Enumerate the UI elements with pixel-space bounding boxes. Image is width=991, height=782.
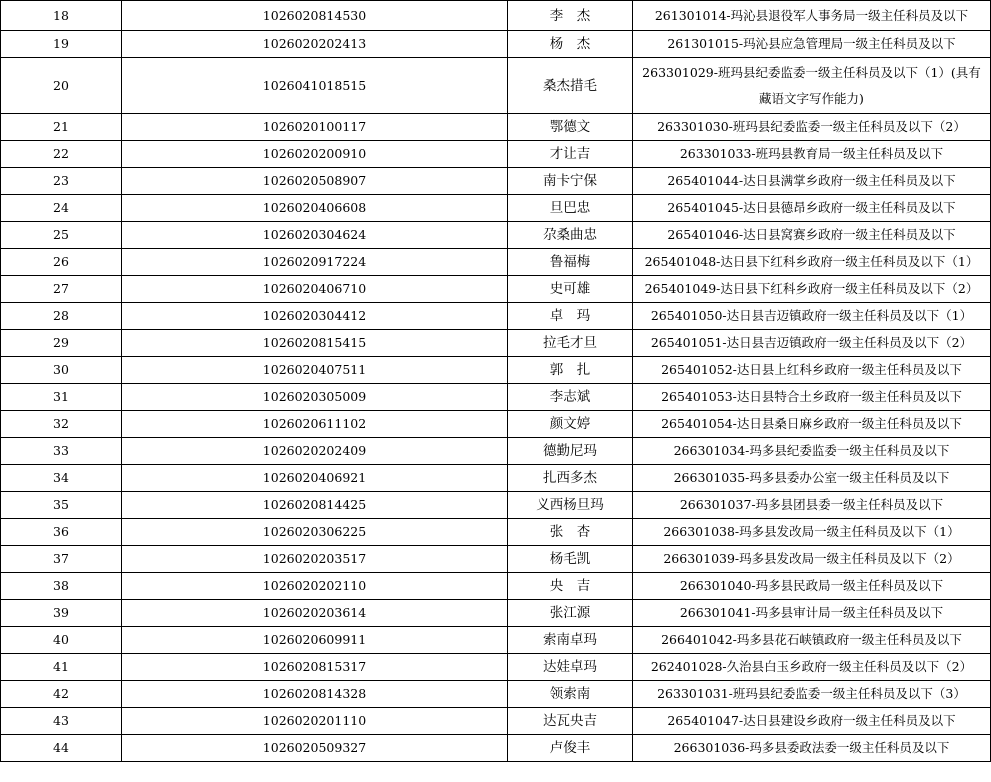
position-title: 265401045-达日县德昂乡政府一级主任科员及以下: [633, 195, 991, 222]
candidate-name: 杨 杰: [508, 31, 633, 58]
row-number: 44: [1, 735, 122, 762]
position-title: 265401044-达日县满掌乡政府一级主任科员及以下: [633, 168, 991, 195]
position-title: 265401053-达日县特合土乡政府一级主任科员及以下: [633, 384, 991, 411]
table-row: [1, 222, 991, 249]
exam-id: 1026020202409: [122, 438, 508, 465]
candidate-name: 央 吉: [508, 573, 633, 600]
row-number: 27: [1, 276, 122, 303]
row-number: 31: [1, 384, 122, 411]
candidate-name: 鄂德文: [508, 114, 633, 141]
position-title: 263301030-班玛县纪委监委一级主任科员及以下（2）: [633, 114, 991, 141]
row-number: 20: [1, 58, 122, 114]
row-number: 33: [1, 438, 122, 465]
exam-id: 1026020815415: [122, 330, 508, 357]
candidate-name: 扎西多杰: [508, 465, 633, 492]
row-number: 30: [1, 357, 122, 384]
exam-id: 1026020201110: [122, 708, 508, 735]
table-row: [1, 546, 991, 573]
row-number: 40: [1, 627, 122, 654]
candidate-name: 索南卓玛: [508, 627, 633, 654]
candidate-name: 史可雄: [508, 276, 633, 303]
table-body: [1, 1, 991, 762]
position-title: 266301036-玛多县委政法委一级主任科员及以下: [633, 735, 991, 762]
exam-id: 1026020203517: [122, 546, 508, 573]
position-title: 265401051-达日县吉迈镇政府一级主任科员及以下（2）: [633, 330, 991, 357]
position-title: 265401048-达日县下红科乡政府一级主任科员及以下（1）: [633, 249, 991, 276]
row-number: 36: [1, 519, 122, 546]
table-row: [1, 357, 991, 384]
table-row: [1, 438, 991, 465]
row-number: 39: [1, 600, 122, 627]
row-number: 28: [1, 303, 122, 330]
position-title: 265401047-达日县建设乡政府一级主任科员及以下: [633, 708, 991, 735]
row-number: 22: [1, 141, 122, 168]
position-title: 261301014-玛沁县退役军人事务局一级主任科员及以下: [633, 1, 991, 31]
position-title: 265401050-达日县吉迈镇政府一级主任科员及以下（1）: [633, 303, 991, 330]
row-number: 37: [1, 546, 122, 573]
table-row: [1, 627, 991, 654]
table-row: [1, 492, 991, 519]
candidate-name: 尕桑曲忠: [508, 222, 633, 249]
row-number: 29: [1, 330, 122, 357]
exam-id: 1026020202110: [122, 573, 508, 600]
row-number: 25: [1, 222, 122, 249]
position-title: 265401052-达日县上红科乡政府一级主任科员及以下: [633, 357, 991, 384]
row-number: 41: [1, 654, 122, 681]
table-row: [1, 195, 991, 222]
position-title: 265401046-达日县窝赛乡政府一级主任科员及以下: [633, 222, 991, 249]
candidate-name: 达娃卓玛: [508, 654, 633, 681]
exam-id: 1026020814328: [122, 681, 508, 708]
table-row: [1, 303, 991, 330]
table-row: [1, 58, 991, 114]
candidate-name: 卢俊丰: [508, 735, 633, 762]
exam-id: 1026020406921: [122, 465, 508, 492]
row-number: 34: [1, 465, 122, 492]
row-number: 35: [1, 492, 122, 519]
table-row: [1, 519, 991, 546]
position-title: 261301015-玛沁县应急管理局一级主任科员及以下: [633, 31, 991, 58]
row-number: 38: [1, 573, 122, 600]
candidate-name: 义西杨旦玛: [508, 492, 633, 519]
exam-id: 1026020814530: [122, 1, 508, 31]
position-title: 266401042-玛多县花石峡镇政府一级主任科员及以下: [633, 627, 991, 654]
position-title: 262401028-久治县白玉乡政府一级主任科员及以下（2）: [633, 654, 991, 681]
exam-id: 1026020407511: [122, 357, 508, 384]
exam-id: 1026020304412: [122, 303, 508, 330]
table-row: [1, 735, 991, 762]
row-number: 26: [1, 249, 122, 276]
position-title: 263301029-班玛县纪委监委一级主任科员及以下（1）(具有藏语文字写作能力): [633, 58, 991, 114]
exam-id: 1026041018515: [122, 58, 508, 114]
candidate-name: 李志斌: [508, 384, 633, 411]
exam-id: 1026020305009: [122, 384, 508, 411]
candidate-name: 颜文婷: [508, 411, 633, 438]
table-row: [1, 411, 991, 438]
candidate-name: 达瓦央吉: [508, 708, 633, 735]
candidate-name: 才让吉: [508, 141, 633, 168]
position-title: 266301034-玛多县纪委监委一级主任科员及以下: [633, 438, 991, 465]
table-row: [1, 708, 991, 735]
table-row: [1, 681, 991, 708]
row-number: 42: [1, 681, 122, 708]
position-title: 266301041-玛多县审计局一级主任科员及以下: [633, 600, 991, 627]
table-row: [1, 168, 991, 195]
candidate-name: 张 杏: [508, 519, 633, 546]
row-number: 32: [1, 411, 122, 438]
exam-id: 1026020304624: [122, 222, 508, 249]
exam-id: 1026020509327: [122, 735, 508, 762]
exam-id: 1026020203614: [122, 600, 508, 627]
position-title: 265401049-达日县下红科乡政府一级主任科员及以下（2）: [633, 276, 991, 303]
candidate-name: 德勤尼玛: [508, 438, 633, 465]
exam-id: 1026020917224: [122, 249, 508, 276]
table-row: [1, 600, 991, 627]
exam-id: 1026020306225: [122, 519, 508, 546]
exam-id: 1026020202413: [122, 31, 508, 58]
candidate-name: 南卡宁保: [508, 168, 633, 195]
table-row: [1, 114, 991, 141]
position-title: 266301039-玛多县发改局一级主任科员及以下（2）: [633, 546, 991, 573]
table-row: [1, 330, 991, 357]
candidate-name: 郭 扎: [508, 357, 633, 384]
position-title: 266301037-玛多县团县委一级主任科员及以下: [633, 492, 991, 519]
table-row: [1, 384, 991, 411]
row-number: 23: [1, 168, 122, 195]
table-row: [1, 465, 991, 492]
row-number: 21: [1, 114, 122, 141]
position-title: 266301040-玛多县民政局一级主任科员及以下: [633, 573, 991, 600]
table-row: [1, 654, 991, 681]
candidate-name: 张江源: [508, 600, 633, 627]
exam-id: 1026020406608: [122, 195, 508, 222]
exam-id: 1026020609911: [122, 627, 508, 654]
exam-id: 1026020814425: [122, 492, 508, 519]
position-title: 265401054-达日县桑日麻乡政府一级主任科员及以下: [633, 411, 991, 438]
position-title: 263301033-班玛县教育局一级主任科员及以下: [633, 141, 991, 168]
table-row: [1, 573, 991, 600]
exam-id: 1026020815317: [122, 654, 508, 681]
candidate-name: 卓 玛: [508, 303, 633, 330]
candidate-name: 李 杰: [508, 1, 633, 31]
candidate-name: 旦巴忠: [508, 195, 633, 222]
row-number: 18: [1, 1, 122, 31]
exam-id: 1026020508907: [122, 168, 508, 195]
row-number: 43: [1, 708, 122, 735]
exam-id: 1026020100117: [122, 114, 508, 141]
table-row: [1, 31, 991, 58]
position-title: 263301031-班玛县纪委监委一级主任科员及以下（3）: [633, 681, 991, 708]
candidate-name: 领索南: [508, 681, 633, 708]
exam-id: 1026020406710: [122, 276, 508, 303]
row-number: 24: [1, 195, 122, 222]
exam-id: 1026020200910: [122, 141, 508, 168]
table-row: [1, 249, 991, 276]
candidate-name: 鲁福梅: [508, 249, 633, 276]
position-title: 266301035-玛多县委办公室一级主任科员及以下: [633, 465, 991, 492]
table-row: [1, 141, 991, 168]
candidate-name: 桑杰措毛: [508, 58, 633, 114]
table-row: [1, 1, 991, 31]
candidate-name: 杨毛凯: [508, 546, 633, 573]
row-number: 19: [1, 31, 122, 58]
table-row: [1, 276, 991, 303]
exam-id: 1026020611102: [122, 411, 508, 438]
position-title: 266301038-玛多县发改局一级主任科员及以下（1）: [633, 519, 991, 546]
candidate-name: 拉毛才旦: [508, 330, 633, 357]
